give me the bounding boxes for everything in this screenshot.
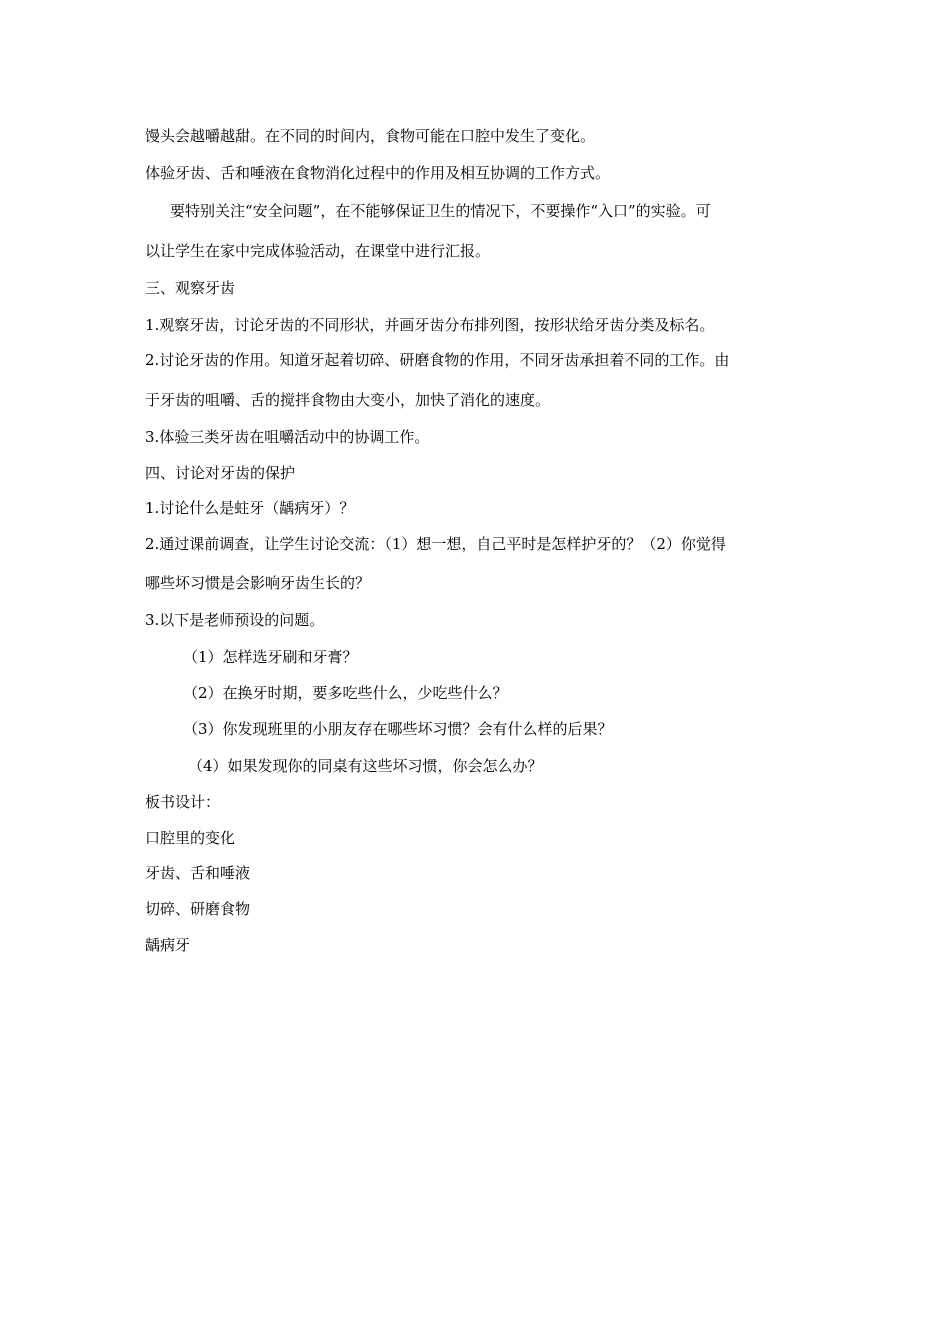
board-item: 切碎、研磨食物 xyxy=(145,900,251,918)
paragraph-line: 体验牙齿、舌和唾液在食物消化过程中的作用及相互协调的工作方式。 xyxy=(145,164,611,182)
list-item: 3.以下是老师预设的问题。 xyxy=(145,611,325,629)
list-item: 2.通过课前调查，让学生讨论交流：（1）想一想，自己平时是怎样护牙的？（2）你觉得 xyxy=(145,535,726,553)
question-item: （3）你发现班里的小朋友存在哪些坏习惯？会有什么样的后果？ xyxy=(183,720,613,738)
list-item: 2.讨论牙齿的作用。知道牙起着切碎、研磨食物的作用，不同牙齿承担着不同的工作。由 xyxy=(145,351,730,369)
list-item-continuation: 于牙齿的咀嚼、舌的搅拌食物由大变小，加快了消化的速度。 xyxy=(145,391,551,409)
board-item: 牙齿、舌和唾液 xyxy=(145,864,251,882)
question-item: （4）如果发现你的同桌有这些坏习惯，你会怎么办？ xyxy=(188,757,543,775)
list-item-continuation: 哪些坏习惯是会影响牙齿生长的？ xyxy=(145,574,371,592)
section-heading: 四、讨论对牙齿的保护 xyxy=(145,464,296,482)
question-item: （2）在换牙时期，要多吃些什么，少吃些什么？ xyxy=(183,684,508,702)
board-item: 口腔里的变化 xyxy=(145,829,236,847)
paragraph-line: 要特别关注“安全问题”，在不能够保证卫生的情况下，不要操作“入口”的实验。可 xyxy=(170,202,711,220)
question-item: （1）怎样选牙刷和牙膏？ xyxy=(183,648,358,666)
board-design-heading: 板书设计： xyxy=(145,793,221,811)
board-item: 龋病牙 xyxy=(145,936,191,954)
paragraph-line: 馒头会越嚼越甜。在不同的时间内，食物可能在口腔中发生了变化。 xyxy=(145,127,596,145)
section-heading: 三、观察牙齿 xyxy=(145,279,236,297)
list-item: 3.体验三类牙齿在咀嚼活动中的协调工作。 xyxy=(145,428,430,446)
paragraph-line: 以让学生在家中完成体验活动，在课堂中进行汇报。 xyxy=(145,242,491,260)
list-item: 1.讨论什么是蛀牙（龋病牙）？ xyxy=(145,499,355,517)
list-item: 1.观察牙齿，讨论牙齿的不同形状，并画牙齿分布排列图，按形状给牙齿分类及标名。 xyxy=(145,316,715,334)
